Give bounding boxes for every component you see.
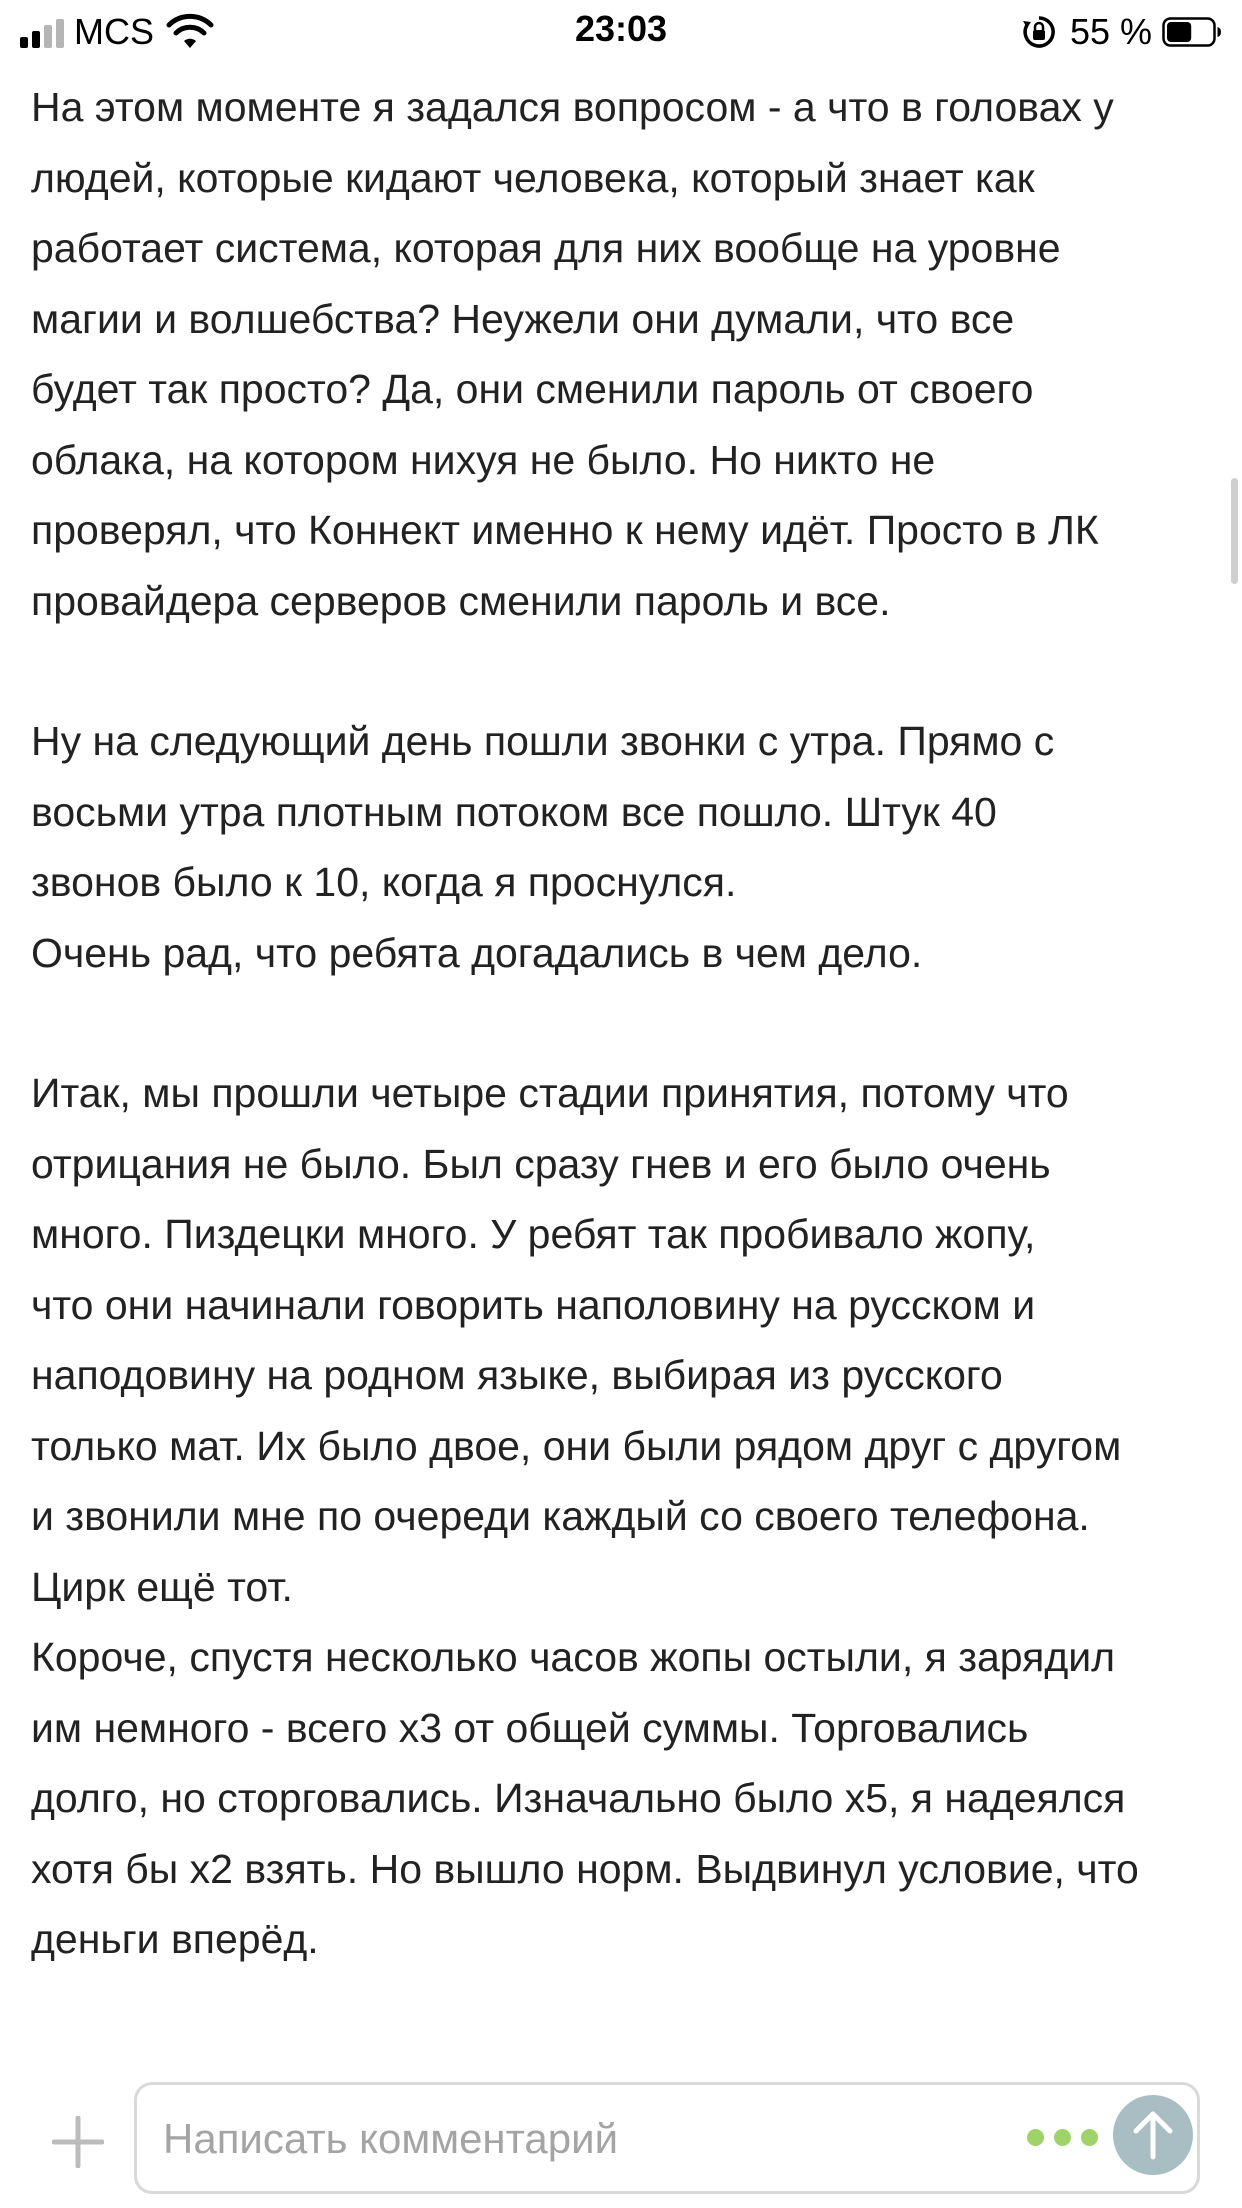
battery-percent: 55 %	[1069, 11, 1152, 52]
text-line: магии и волшебства? Неужели они думали, что все	[31, 295, 1015, 342]
arrow-up-icon	[1131, 2109, 1175, 2161]
text-line: долго, но сторговались. Изначально было х5, я надеялся	[31, 1775, 1126, 1821]
text-line: наподовину на родном языке, выбирая из русского	[31, 1352, 1003, 1398]
text-line: Очень рад, что ребята догадались в чем дело.	[31, 929, 923, 976]
text-line: звонов было к 10, когда я проснулся.	[31, 859, 737, 905]
plus-icon[interactable]	[52, 2116, 104, 2168]
scroll-indicator[interactable]	[1231, 478, 1238, 584]
text-line: провайдера серверов сменили пароль и все.	[31, 577, 891, 624]
text-line: работает система, которая для них вообще на уровне	[31, 225, 1061, 271]
send-button[interactable]	[1113, 2095, 1193, 2175]
battery-icon	[1162, 17, 1222, 47]
status-right	[1022, 10, 1222, 54]
paragraph-3	[31, 1058, 1211, 1975]
comment-field[interactable]	[134, 2082, 1200, 2194]
text-line: людей, которые кидают человека, который знает как	[31, 154, 1035, 201]
text-line: много. Пиздецки много. У ребят так пробивало жопу,	[31, 1211, 1036, 1257]
text-line: и звонили мне по очереди каждый со своего телефона.	[31, 1493, 1090, 1539]
more-dots-icon[interactable]	[1027, 2129, 1098, 2146]
text-line: облака, на котором нихуя не было. Но никто не	[31, 436, 936, 483]
text-line: Итак, мы прошли четыре стадии принятия, потому что	[31, 1070, 1069, 1116]
text-line: отрицания не было. Был сразу гнев и его было очень	[31, 1140, 1051, 1187]
text-line: проверял, что Коннект именно к нему идёт. Просто в ЛК	[31, 507, 1099, 553]
comment-input[interactable]	[161, 2107, 1015, 2171]
article-body	[31, 72, 1211, 2045]
text-line: восьми утра плотным потоком все пошло. Штук 40	[31, 788, 997, 835]
comment-bar	[0, 2070, 1242, 2208]
text-line: Короче, спустя несколько часов жопы остыли, я зарядил	[31, 1634, 1116, 1680]
status-time: 23:03	[574, 8, 668, 49]
paragraph-2	[31, 706, 1211, 988]
text-line: только мат. Их было двое, они были рядом друг с другом	[31, 1422, 1122, 1469]
text-line: будет так просто? Да, они сменили пароль от своего	[31, 366, 1034, 412]
status-bar	[0, 0, 1242, 62]
text-line: На этом моменте я задался вопросом - а что в головах у	[31, 84, 1114, 130]
text-line: Цирк ещё тот.	[31, 1563, 293, 1610]
text-line: что они начинали говорить наполовину на русском и	[31, 1281, 1036, 1328]
text-line: Ну на следующий день пошли звонки с утра. Прямо с	[31, 718, 1055, 764]
text-line: хотя бы х2 взять. Но вышло норм. Выдвинул условие, что	[31, 1845, 1139, 1892]
text-line: деньги вперёд.	[31, 1916, 319, 1962]
carrier-name: MCS	[74, 11, 154, 52]
orientation-lock-icon	[1022, 15, 1056, 49]
paragraph-1	[31, 72, 1211, 636]
text-line: им немного - всего х3 от общей суммы. Торговались	[31, 1704, 1029, 1751]
